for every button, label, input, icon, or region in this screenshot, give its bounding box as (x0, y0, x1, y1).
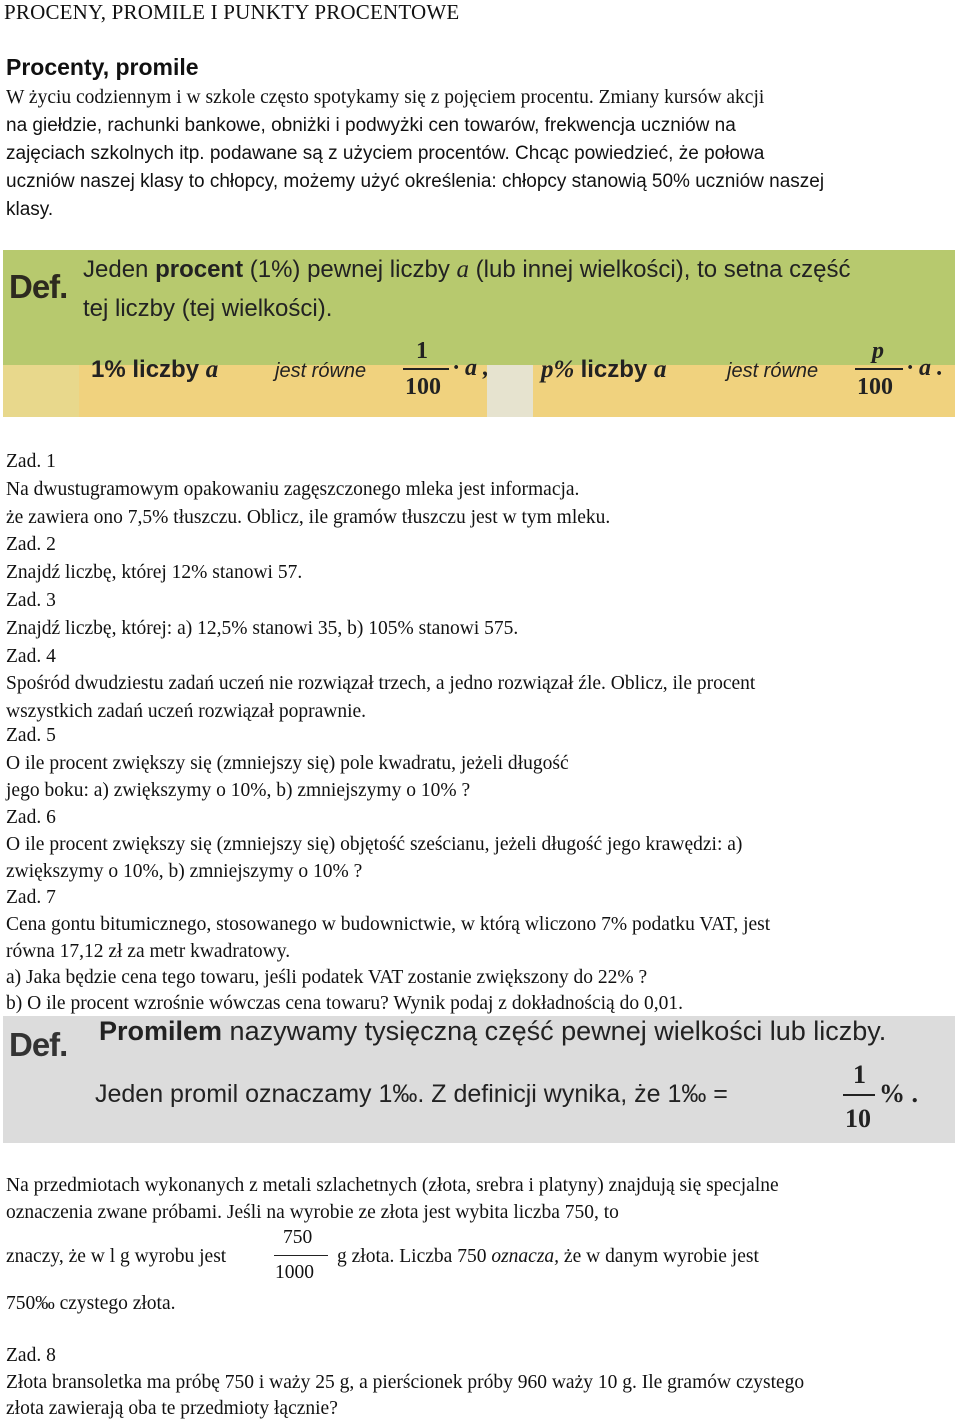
permille-fraction-bar (843, 1094, 875, 1096)
permille-suffix: % . (879, 1079, 918, 1108)
task-7-line-2: równa 17,12 zł za metr kwadratowy. (6, 941, 291, 962)
formula-left-text: jest równe (275, 360, 367, 382)
task-1-line-1: Na dwustugramowym opakowaniu zagęszczonego mleka jest informacja. (6, 479, 580, 500)
task-6-line-1: O ile procent zwiększy się (zmniejszy się) objętość sześcianu, jeżeli długość jego krawędzi: a) (6, 834, 743, 855)
formula-left-fraction-bar (403, 368, 449, 370)
formula-left-label: 1% liczby a (91, 356, 219, 383)
task-7-header: Zad. 7 (6, 887, 56, 908)
definition-label: Def. (9, 1026, 68, 1063)
task-6-header: Zad. 6 (6, 807, 56, 828)
task-1-line-2: że zawiera ono 7,5% tłuszczu. Oblicz, ile gramów tłuszczu jest w tym mleku. (6, 507, 611, 528)
intro-line-5: klasy. (6, 199, 54, 220)
definition-label: Def. (9, 268, 68, 305)
definition-permille-line-2: Jeden promil oznaczamy 1‰. Z definicji wynika, że 1‰ = (95, 1080, 728, 1108)
probe-fraction-bar (274, 1255, 328, 1256)
probe-line-2: oznaczenia zwane próbami. Jeśli na wyrobie ze złota jest wybita liczba 750, to (6, 1202, 619, 1223)
task-5-header: Zad. 5 (6, 725, 56, 746)
task-1-header: Zad. 1 (6, 451, 56, 472)
formula-left-suffix: · a , (453, 355, 489, 381)
task-3-header: Zad. 3 (6, 590, 56, 611)
formula-right-label: p% liczby a (541, 356, 667, 383)
task-8-header: Zad. 8 (6, 1345, 56, 1366)
intro-line-3: zajęciach szkolnych itp. podawane są z użyciem procentów. Chcąc powiedzieć, że połowa (6, 143, 765, 164)
permille-denominator: 10 (845, 1104, 871, 1133)
permille-numerator: 1 (853, 1060, 866, 1089)
probe-line-4: 750‰ czystego złota. (6, 1293, 176, 1314)
task-4-line-1: Spośród dwudziestu zadań uczeń nie rozwiązał trzech, a jedno rozwiązał źle. Oblicz, ile procent (6, 673, 756, 694)
task-7-line-4: b) O ile procent wzrośnie wówczas cena towaru? Wynik podaj z dokładnością do 0,01. (6, 993, 683, 1014)
formula-right-suffix: · a . (907, 355, 943, 381)
task-3-line-1: Znajdź liczbę, której: a) 12,5% stanowi 35, b) 105% stanowi 575. (6, 618, 519, 639)
formula-left-numerator: 1 (416, 338, 428, 364)
task-5-line-2: jego boku: a) zwiększymy o 10%, b) zmniejszymy o 10% ? (6, 780, 471, 801)
document-title: PROCENY, PROMILE I PUNKTY PROCENTOWE (4, 0, 460, 24)
formula-right-text: jest równe (727, 360, 819, 382)
section-title: Procenty, promile (6, 54, 199, 80)
probe-fraction-denominator: 1000 (275, 1262, 314, 1283)
intro-line-2: na giełdzie, rachunki bankowe, obniżki i podwyżki cen towarów, frekwencja uczniów na (6, 115, 736, 136)
definition-line-2: tej liczby (tej wielkości). (83, 295, 333, 322)
probe-line-1: Na przedmiotach wykonanych z metali szlachetnych (złota, srebra i platyny) znajdują się specjalne (6, 1175, 779, 1196)
definition-permille-box (3, 1016, 955, 1143)
probe-line-3-a: znaczy, że w l g wyrobu jest (6, 1246, 227, 1267)
probe-fraction-numerator: 750 (283, 1227, 313, 1248)
task-8-line-1: Złota bransoletka ma próbę 750 i waży 25 g, a pierścionek próby 960 waży 10 g. Ile gramów czystego (6, 1372, 805, 1393)
task-4-line-2: wszystkich zadań uczeń rozwiązał poprawnie. (6, 701, 367, 722)
definition-percent-box (3, 250, 955, 417)
task-8-line-2: złota zawierają oba te przedmioty łącznie? (6, 1398, 338, 1419)
definition-permille-line-1: Promilem nazywamy tysięczną część pewnej wielkości lub liczby. (99, 1016, 887, 1046)
formula-right-numerator: p (872, 338, 884, 364)
task-6-line-2: zwiększymy o 10%, b) zmniejszymy o 10% ? (6, 861, 363, 882)
task-7-line-1: Cena gontu bitumicznego, stosowanego w budownictwie, w którą wliczono 7% podatku VAT, jest (6, 914, 771, 935)
task-2-line-1: Znajdź liczbę, której 12% stanowi 57. (6, 562, 303, 583)
definition-line-1: Jeden procent (1%) pewnej liczby a (lub innej wielkości), to setna część (83, 256, 851, 283)
intro-line-1: W życiu codziennym i w szkole często spotykamy się z pojęciem procentu. Zmiany kursów akcji (6, 87, 765, 108)
task-2-header: Zad. 2 (6, 534, 56, 555)
task-5-line-1: O ile procent zwiększy się (zmniejszy się) pole kwadratu, jeżeli długość (6, 753, 569, 774)
formula-left-denominator: 100 (405, 374, 441, 400)
formula-right-denominator: 100 (857, 374, 893, 400)
probe-line-3-b: g złota. Liczba 750 oznacza, że w danym wyrobie jest (337, 1246, 759, 1267)
intro-line-4: uczniów naszej klasy to chłopcy, możemy użyć określenia: chłopcy stanowią 50% uczniów naszej (6, 171, 825, 192)
formula-right-fraction-bar (855, 368, 903, 370)
task-7-line-3: a) Jaka będzie cena tego towaru, jeśli podatek VAT zostanie zwiększony do 22% ? (6, 967, 648, 988)
task-4-header: Zad. 4 (6, 646, 56, 667)
